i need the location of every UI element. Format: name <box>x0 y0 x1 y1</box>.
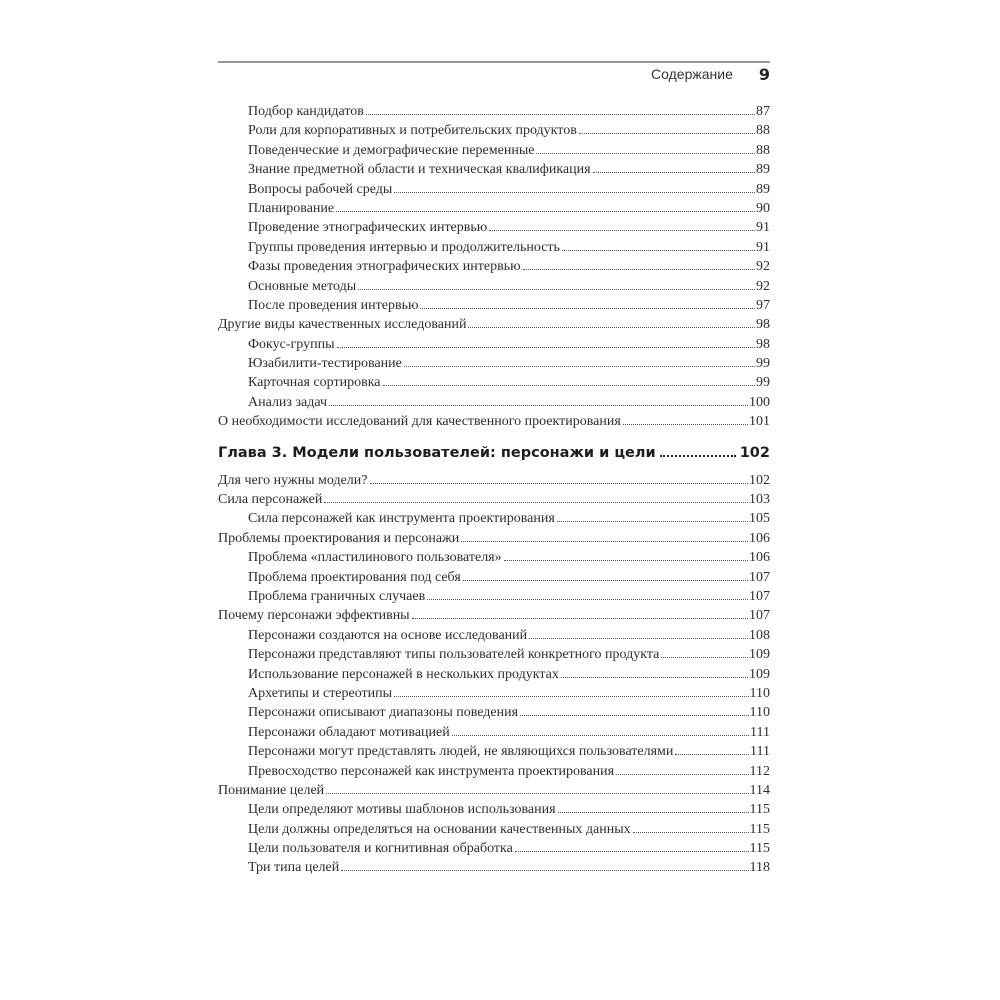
dot-leader <box>420 308 755 309</box>
toc-entry[interactable] <box>218 742 770 761</box>
toc-entry-page: 107 <box>749 588 770 604</box>
toc-entry-label: Проблема проектирования под себя <box>248 569 461 585</box>
toc-entry[interactable] <box>218 373 770 392</box>
toc-entry-page: 111 <box>750 744 770 760</box>
toc-entry-page: 90 <box>756 200 770 216</box>
toc-entry-label: Превосходство персонажей как инструмента проектирования <box>248 763 615 779</box>
toc-entry[interactable] <box>218 762 770 781</box>
chapter-heading[interactable] <box>218 432 770 471</box>
toc-entry-page: 106 <box>749 550 770 566</box>
dot-leader <box>394 696 748 697</box>
toc-entry-label: Вопросы рабочей среды <box>248 181 393 197</box>
toc-entry-label: Персонажи представляют типы пользователей конкретного продукта <box>248 647 660 663</box>
toc-entry-label: Персонажи создаются на основе исследований <box>248 627 528 643</box>
toc-entry-label: Для чего нужны модели? <box>218 472 368 488</box>
toc-entry-label: О необходимости исследований для качественного проектирования <box>218 414 621 430</box>
toc-entry[interactable] <box>218 102 770 121</box>
toc-entry-page: 115 <box>749 841 770 857</box>
dot-leader <box>336 211 755 212</box>
toc-entry[interactable] <box>218 277 770 296</box>
toc-entry-label: Цели пользователя и когнитивная обработка <box>248 841 513 857</box>
toc-entry-page: 87 <box>756 104 770 119</box>
dot-leader <box>329 405 748 406</box>
toc-entry-label: Другие виды качественных исследований <box>218 317 467 333</box>
toc-entry-page: 115 <box>749 802 770 818</box>
toc-entry-label: Использование персонажей в нескольких продуктах <box>248 666 559 682</box>
page-number: 9 <box>758 64 770 84</box>
running-head-title: Содержание <box>651 66 733 82</box>
toc-entry[interactable] <box>218 626 770 645</box>
toc-entry-page: 118 <box>749 860 770 876</box>
toc-entry[interactable] <box>218 238 770 257</box>
header-rule <box>218 61 770 63</box>
dot-leader <box>561 677 748 678</box>
toc-entry-label: После проведения интервью <box>248 297 419 313</box>
toc-entry[interactable] <box>218 141 770 160</box>
dot-leader <box>520 715 748 716</box>
toc-entry[interactable] <box>218 568 770 587</box>
toc-entry-page: 99 <box>756 375 770 391</box>
dot-leader <box>366 114 755 115</box>
toc-entry-label: Карточная сортировка <box>248 375 381 391</box>
toc-entry-page: 112 <box>749 763 770 779</box>
toc-entry-label: Проблемы проектирования и персонажи <box>218 530 460 546</box>
toc-entry-label: Фокус-группы <box>248 336 335 352</box>
toc-entry-label: Планирование <box>248 200 335 216</box>
dot-leader <box>557 521 748 522</box>
dot-leader <box>463 580 748 581</box>
toc-entry[interactable] <box>218 257 770 276</box>
dot-leader <box>370 483 749 484</box>
toc-entry[interactable] <box>218 315 770 334</box>
toc-entry-label: Цели должны определяться на основании качественных данных <box>248 821 631 837</box>
toc-entry[interactable] <box>218 335 770 354</box>
toc-entry[interactable] <box>218 800 770 819</box>
toc-entry[interactable] <box>218 412 770 431</box>
toc-entry[interactable] <box>218 529 770 548</box>
toc-entry-page: 97 <box>756 297 770 313</box>
toc-entry-page: 89 <box>756 162 770 178</box>
dot-leader <box>452 735 749 736</box>
table-of-contents <box>218 102 770 878</box>
toc-entry[interactable] <box>218 509 770 528</box>
toc-entry-label: Проблема граничных случаев <box>248 588 426 604</box>
dot-leader <box>579 133 755 134</box>
toc-entry-page: 100 <box>749 394 770 410</box>
toc-entry-page: 102 <box>749 472 770 488</box>
toc-section-before <box>218 102 770 432</box>
dot-leader <box>412 618 748 619</box>
toc-entry-label: Группы проведения интервью и продолжительность <box>248 239 560 255</box>
toc-entry[interactable] <box>218 781 770 800</box>
toc-entry-label: Анализ задач <box>248 394 328 410</box>
chapter-page: 102 <box>739 444 770 461</box>
toc-entry-page: 91 <box>756 239 770 255</box>
dot-leader <box>523 269 755 270</box>
toc-entry-label: Три типа целей <box>248 860 340 876</box>
dot-leader <box>468 327 755 328</box>
toc-entry[interactable] <box>218 218 770 237</box>
toc-entry[interactable] <box>218 121 770 140</box>
toc-entry-page: 108 <box>749 627 770 643</box>
dot-leader <box>461 541 748 542</box>
toc-entry-label: Проблема «пластилинового пользователя» <box>248 550 502 566</box>
toc-entry-label: Юзабилити-тестирование <box>248 356 402 372</box>
toc-entry-page: 88 <box>756 142 770 158</box>
toc-entry-label: Фазы проведения этнографических интервью <box>248 259 521 275</box>
dot-leader <box>515 851 749 852</box>
toc-entry[interactable] <box>218 665 770 684</box>
dot-leader <box>337 347 756 348</box>
dot-leader <box>593 172 755 173</box>
dot-leader <box>383 385 756 386</box>
toc-entry-label: Основные методы <box>248 278 357 294</box>
dot-leader <box>324 502 748 503</box>
toc-entry-label: Цели определяют мотивы шаблонов использования <box>248 802 556 818</box>
toc-entry-page: 107 <box>749 569 770 585</box>
toc-entry-page: 101 <box>749 414 770 430</box>
toc-entry[interactable] <box>218 858 770 877</box>
toc-entry-label: Сила персонажей <box>218 492 323 508</box>
toc-entry-page: 105 <box>749 511 770 527</box>
toc-entry[interactable] <box>218 587 770 606</box>
dot-leader <box>536 153 755 154</box>
toc-entry-page: 115 <box>749 821 770 837</box>
dot-leader <box>358 289 755 290</box>
running-head <box>218 64 770 84</box>
toc-entry[interactable] <box>218 199 770 218</box>
toc-entry-page: 109 <box>749 666 770 682</box>
dot-leader <box>404 366 755 367</box>
toc-entry-page: 88 <box>756 123 770 139</box>
toc-entry-page: 111 <box>750 724 770 740</box>
toc-entry[interactable] <box>218 820 770 839</box>
dot-leader <box>661 657 748 658</box>
dot-leader <box>675 754 749 755</box>
toc-entry[interactable] <box>218 160 770 179</box>
toc-entry-label: Персонажи обладают мотивацией <box>248 724 450 740</box>
dot-leader <box>562 250 755 251</box>
toc-section-after <box>218 471 770 878</box>
dot-leader <box>623 424 748 425</box>
toc-entry[interactable] <box>218 703 770 722</box>
dot-leader <box>341 870 748 871</box>
toc-entry[interactable] <box>218 606 770 625</box>
dot-leader <box>558 812 749 813</box>
toc-entry[interactable] <box>218 548 770 567</box>
toc-entry-page: 92 <box>756 259 770 275</box>
toc-entry-page: 91 <box>756 220 770 236</box>
toc-entry-page: 99 <box>756 356 770 372</box>
dot-leader <box>394 192 755 193</box>
toc-entry[interactable] <box>218 393 770 412</box>
toc-entry-label: Поведенческие и демографические переменные <box>248 142 535 158</box>
toc-entry-page: 103 <box>749 492 770 508</box>
toc-entry-page: 107 <box>749 608 770 624</box>
toc-entry[interactable] <box>218 490 770 509</box>
toc-entry-page: 92 <box>756 278 770 294</box>
dot-leader <box>427 599 748 600</box>
toc-entry-page: 106 <box>749 530 770 546</box>
dot-leader <box>326 793 748 794</box>
toc-entry-label: Персонажи описывают диапазоны поведения <box>248 705 519 721</box>
toc-entry[interactable] <box>218 645 770 664</box>
toc-entry[interactable] <box>218 839 770 858</box>
toc-entry-label: Сила персонажей как инструмента проектирования <box>248 511 555 527</box>
toc-entry-label: Персонажи могут представлять людей, не являющихся пользователями <box>248 744 674 760</box>
dot-leader <box>633 832 749 833</box>
dot-leader <box>529 638 748 639</box>
toc-entry-page: 114 <box>749 782 770 798</box>
toc-entry-label: Понимание целей <box>218 782 325 798</box>
dot-leader <box>504 560 748 561</box>
toc-entry[interactable] <box>218 723 770 742</box>
toc-entry-page: 89 <box>756 181 770 197</box>
toc-entry[interactable] <box>218 684 770 703</box>
toc-entry-label: Почему персонажи эффективны <box>218 608 410 624</box>
toc-entry-label: Подбор кандидатов <box>248 104 364 119</box>
toc-entry-page: 109 <box>749 647 770 663</box>
toc-entry-label: Проведение этнографических интервью <box>248 220 488 236</box>
chapter-title: Глава 3. Модели пользователей: персонажи и цели <box>218 444 656 461</box>
dot-leader <box>616 774 748 775</box>
toc-entry[interactable] <box>218 354 770 373</box>
toc-entry-label: Роли для корпоративных и потребительских продуктов <box>248 123 577 139</box>
toc-entry-page: 98 <box>756 336 770 352</box>
toc-entry[interactable] <box>218 180 770 199</box>
toc-entry-page: 110 <box>749 705 770 721</box>
toc-entry-label: Знание предметной области и техническая квалификация <box>248 162 591 178</box>
toc-entry[interactable] <box>218 296 770 315</box>
dot-leader <box>489 230 755 231</box>
dot-leader <box>660 455 736 457</box>
toc-entry-page: 110 <box>749 685 770 701</box>
toc-entry-label: Архетипы и стереотипы <box>248 685 393 701</box>
toc-entry-page: 98 <box>756 317 770 333</box>
